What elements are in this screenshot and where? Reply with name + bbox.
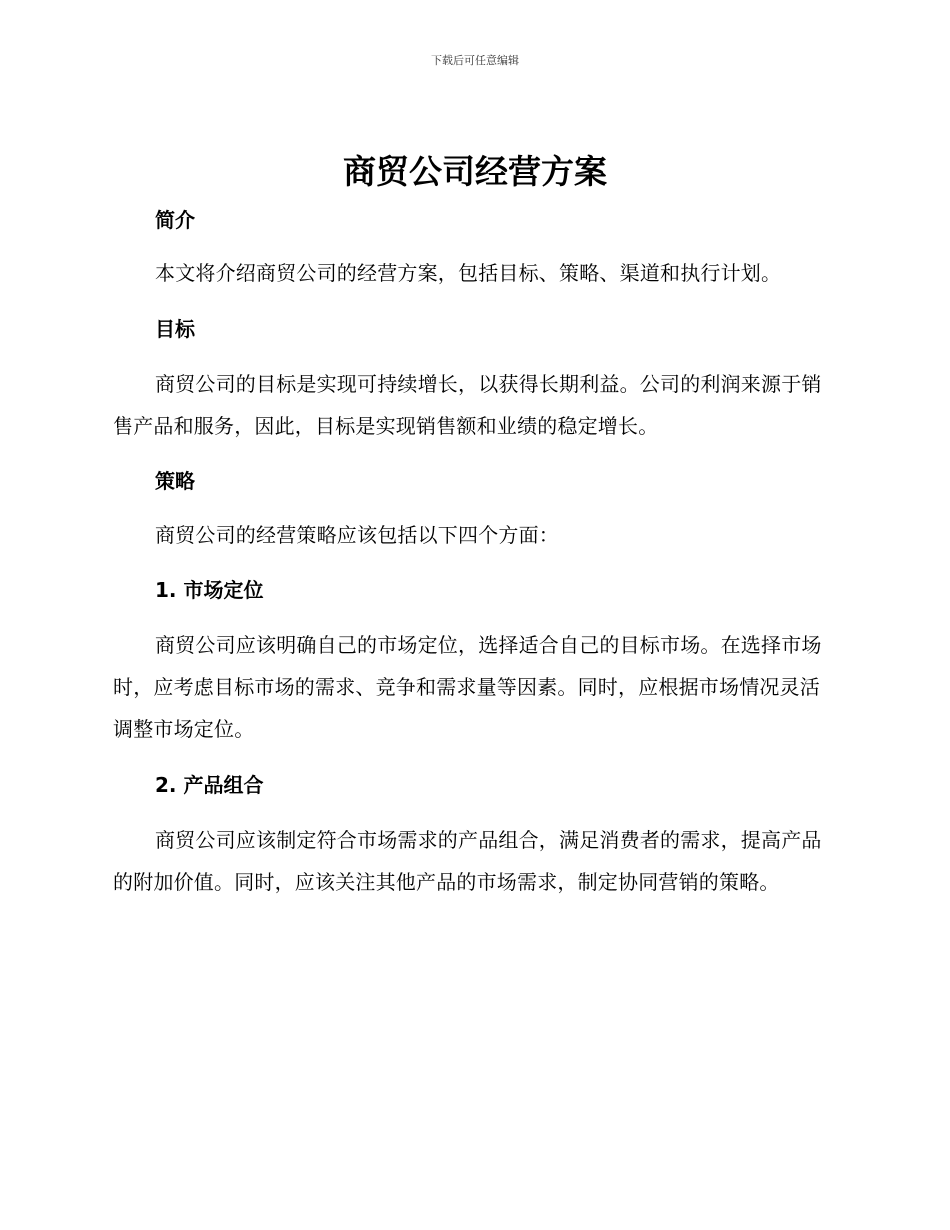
section-paragraph-market-positioning: 商贸公司应该明确自己的市场定位，选择适合自己的目标市场。在选择市场时，应考虑目标市场的需求、竞争和需求量等因素。同时，应根据市场情况灵活调整市场定位。 — [113, 633, 822, 741]
section-paragraph-intro: 本文将介绍商贸公司的经营方案，包括目标、策略、渠道和执行计划。 — [155, 261, 782, 285]
section-heading-strategy: 策略 — [155, 469, 195, 493]
section-paragraph-strategy: 商贸公司的经营策略应该包括以下四个方面： — [155, 523, 559, 547]
document-title: 商贸公司经营方案 — [343, 152, 607, 191]
section-heading-market-positioning: 1. 市场定位 — [155, 578, 264, 602]
section-paragraph-goals: 商贸公司的目标是实现可持续增长，以获得长期利益。公司的利润来源于销售产品和服务，因此，目标是实现销售额和业绩的稳定增长。 — [113, 372, 822, 438]
header-note: 下载后可任意编辑 — [431, 54, 519, 67]
section-heading-product-mix: 2. 产品组合 — [155, 773, 264, 797]
section-heading-goals: 目标 — [155, 317, 195, 341]
section-heading-intro: 简介 — [155, 208, 195, 232]
section-paragraph-product-mix: 商贸公司应该制定符合市场需求的产品组合，满足消费者的需求，提高产品的附加价值。同时，应该关注其他产品的市场需求，制定协同营销的策略。 — [113, 828, 822, 894]
